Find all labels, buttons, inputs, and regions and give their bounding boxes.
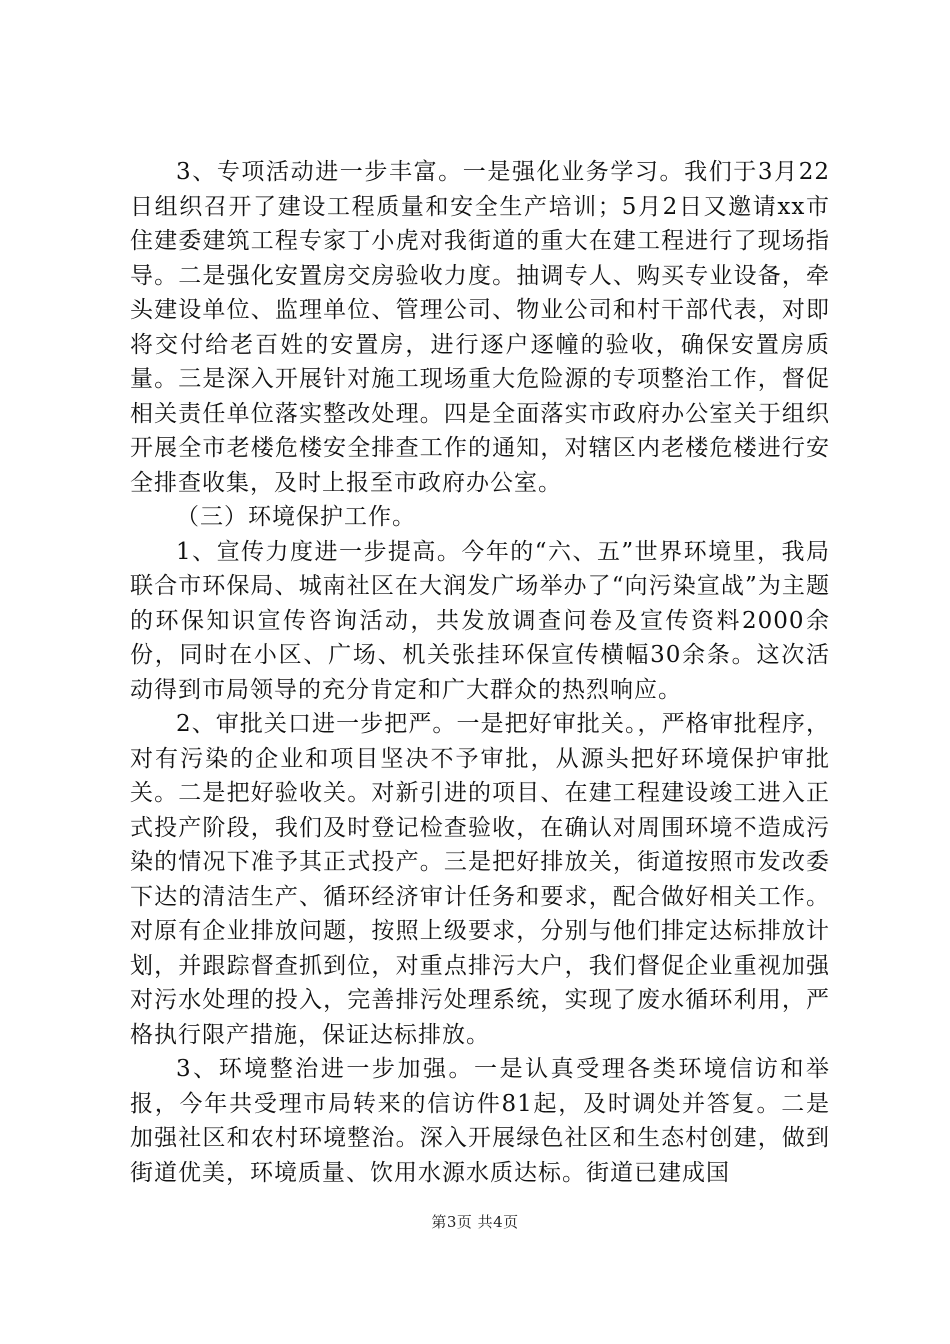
section-heading-environmental-protection: （三）环境保护工作。	[176, 504, 416, 530]
paragraph-approval: 2、审批关口进一步把严。一是把好审批关。，严格审批程序，对有污染的企业和项目坚决不予审批，从源头把好环境保护审批关。二是把好验收关。对新引进的项目、在建工程建设竣工进入正式投产阶段，我们及时登记检查验收，在确认对周围环境不造成污染的情况下准予其正式投产。三是把好排放关，街道按照市发改委下达的清洁生产、循环经济审计任务和要求，配合做好相关工作。对原有企业排放问题，按照上级要求，分别与他们排定达标排放计划，并跟踪督查抓到位，对重点排污大户，我们督促企业重视加强对污水处理的投入，完善排污处理系统，实现了废水循环利用，严格执行限产措施，保证达标排放。	[130, 711, 830, 1048]
page-number-footer: 第3页 共4页	[431, 1213, 519, 1231]
paragraph-publicity: 1、宣传力度进一步提高。今年的“六、五”世界环境里，我局联合市环保局、城南社区在大润发广场举办了“向污染宣战”为主题的环保知识宣传咨询活动，共发放调查问卷及宣传资料2000余份，同时在小区、广场、机关张挂环保宣传横幅30余条。这次活动得到市局领导的充分肯定和广大群众的热烈响应。	[130, 538, 830, 703]
document-body	[130, 155, 830, 1190]
paragraph-environment-rectification: 3、环境整治进一步加强。一是认真受理各类环境信访和举报，今年共受理市局转来的信访件81起，及时调处并答复。二是加强社区和农村环境整治。深入开展绿色社区和生态村创建，做到街道优美，环境质量、饮用水源水质达标。街道已建成国	[130, 1056, 830, 1186]
paragraph-special-activities: 3、专项活动进一步丰富。一是强化业务学习。我们于3月22日组织召开了建设工程质量和安全生产培训；5月2日又邀请xx市住建委建筑工程专家丁小虎对我街道的重大在建工程进行了现场指导。二是强化安置房交房验收力度。抽调专人、购买专业设备，牵头建设单位、监理单位、管理公司、物业公司和村干部代表，对即将交付给老百姓的安置房，进行逐户逐幢的验收，确保安置房质量。三是深入开展针对施工现场重大危险源的专项整治工作，督促相关责任单位落实整改处理。四是全面落实市政府办公室关于组织开展全市老楼危楼安全排查工作的通知，对辖区内老楼危楼进行安全排查收集，及时上报至市政府办公室。	[130, 159, 830, 496]
